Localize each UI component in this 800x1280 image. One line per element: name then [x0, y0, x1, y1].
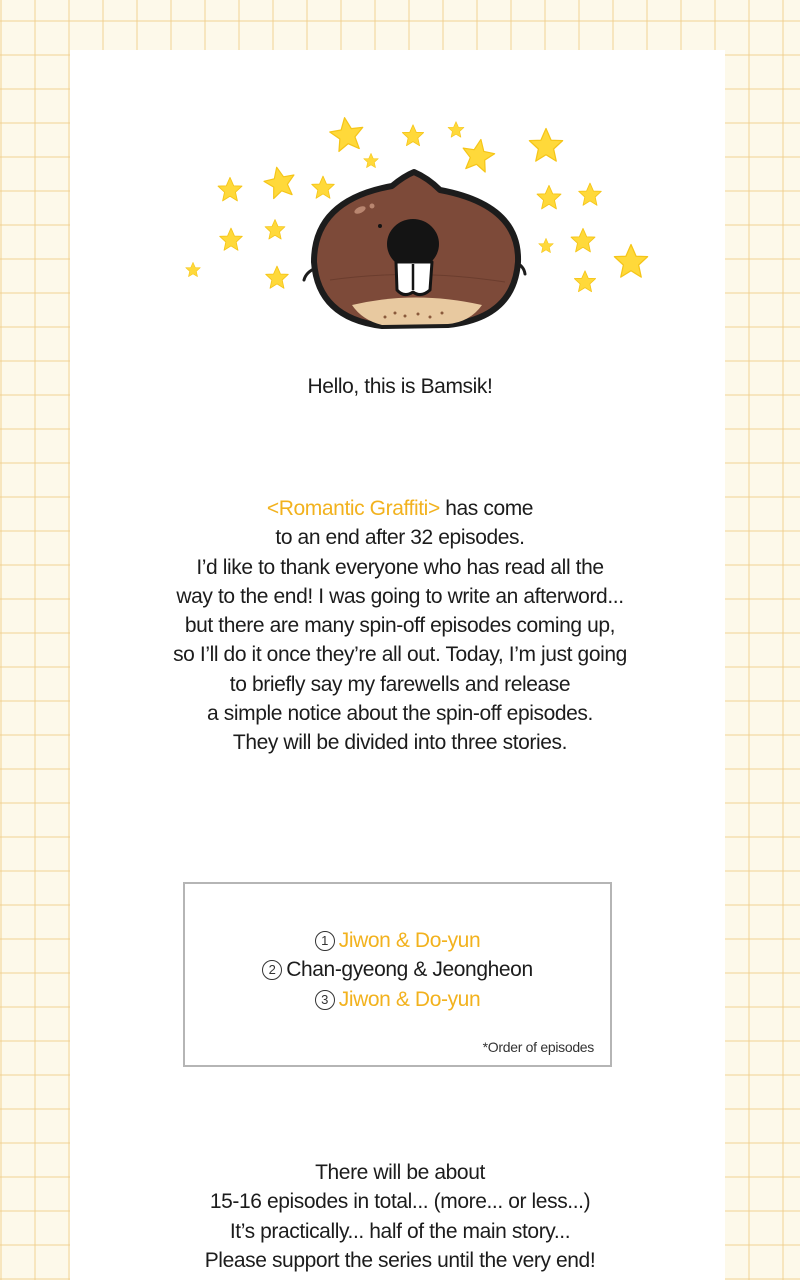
star-icon [220, 228, 243, 250]
intro-line-9: They will be divided into three stories. [232, 731, 568, 755]
star-icon [529, 129, 562, 162]
star-icon [460, 137, 497, 173]
star-icon [265, 220, 285, 240]
star-icon [364, 153, 379, 167]
closing-line-1: There will be about [315, 1161, 485, 1184]
circled-number: 1 [315, 931, 335, 951]
star-icon [614, 245, 647, 278]
intro-line-1: <Romantic Graffiti> has come [266, 497, 534, 520]
star-icon [328, 115, 365, 152]
closing-line-4: Please support the series until the very end! [204, 1248, 596, 1272]
intro-line-8: a simple notice about the spin-off episodes. [207, 702, 593, 726]
story-item-3: 3 Jiwon & Do-yun [185, 985, 610, 1014]
story-item-2: 2 Chan-gyeong & Jeongheon [185, 955, 610, 984]
star-icon [218, 177, 242, 200]
star-icon [448, 122, 464, 138]
star-icon [574, 271, 595, 292]
series-title: <Romantic Graffiti> [266, 497, 440, 520]
intro-line-3: I’d like to thank everyone who has read all the [196, 555, 604, 579]
circled-number: 3 [315, 990, 335, 1010]
star-icon [579, 183, 602, 205]
story-list [185, 926, 610, 1014]
intro-paragraph [0, 494, 800, 758]
star-icon [266, 266, 289, 288]
intro-line-4: way to the end! I was going to write an afterword... [176, 584, 624, 608]
star-icon [571, 228, 595, 251]
circled-number: 2 [262, 960, 282, 980]
closing-line-3: It’s practically... half of the main story... [229, 1219, 571, 1243]
closing-paragraph [0, 1158, 800, 1275]
spin-off-notice-box [183, 882, 612, 1067]
intro-line-6: so I’ll do it once they’re all out. Today, I’m just going [173, 643, 627, 667]
closing-line-2: 15-16 episodes in total... (more... or less...) [209, 1190, 591, 1214]
intro-line-5: but there are many spin-off episodes coming up, [184, 614, 616, 638]
star-icon [312, 176, 335, 198]
mascot-illustration [0, 0, 800, 360]
intro-line-7: to briefly say my farewells and release [229, 672, 571, 696]
star-icon [186, 262, 201, 276]
story-item-1: 1 Jiwon & Do-yun [185, 926, 610, 955]
star-icon [262, 164, 298, 200]
star-icon [539, 238, 554, 252]
chestnut-mascot-icon [304, 172, 525, 326]
order-note: *Order of episodes [482, 1039, 594, 1055]
star-icon [402, 125, 423, 146]
intro-line-2: to an end after 32 episodes. [275, 526, 525, 550]
greeting-text: Hello, this is Bamsik! [307, 375, 493, 398]
star-icon [537, 185, 561, 208]
